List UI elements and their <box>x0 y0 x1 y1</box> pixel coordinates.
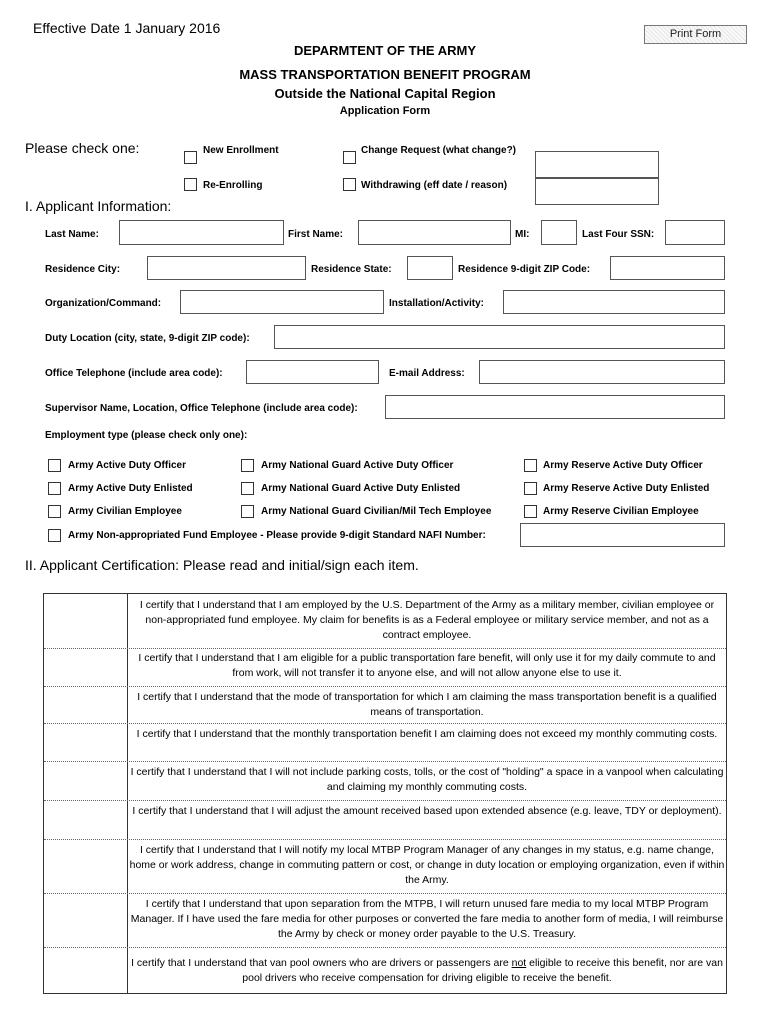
cert-item-1: I certify that I understand that I am employed by the U.S. Department of the Army as a military member, civilian employee or non-appropriated fund employee. My claim for benefits is as a Federal employee or military service member, and not as a contract employee. <box>139 599 715 641</box>
section-2-title: II. Applicant Certification: Please read and initial/sign each item. <box>25 557 419 573</box>
emp-naf-checkbox[interactable] <box>48 529 61 542</box>
email-label: E-mail Address: <box>389 368 465 379</box>
emp-reserve-civilian-checkbox[interactable] <box>524 505 537 518</box>
emp-ng-civilian-checkbox[interactable] <box>241 505 254 518</box>
emp-ng-ad-enlisted-checkbox[interactable] <box>241 482 254 495</box>
employment-type-label: Employment type (please check only one): <box>45 430 248 441</box>
print-form-button[interactable]: Print Form <box>644 25 747 44</box>
emp-reserve-civilian-label: Army Reserve Civilian Employee <box>543 506 699 517</box>
emp-army-ad-enlisted-label: Army Active Duty Enlisted <box>68 483 193 494</box>
residence-state-input[interactable] <box>407 256 453 280</box>
agency-title: DEPARMTENT OF THE ARMY <box>294 43 476 58</box>
duty-location-label: Duty Location (city, state, 9-digit ZIP code): <box>45 333 250 344</box>
region-title: Outside the National Capital Region <box>274 86 496 101</box>
first-name-input[interactable] <box>358 220 511 245</box>
installation-input[interactable] <box>503 290 725 314</box>
cert-item-2: I certify that I understand that I am eligible for a public transportation fare benefit, will only use it for my daily commute to and from work, will not transfer it to anyone else, and will not allow anyone else to use it. <box>138 652 716 679</box>
emp-reserve-ad-enlisted-checkbox[interactable] <box>524 482 537 495</box>
section-1-title: I. Applicant Information: <box>25 198 172 214</box>
ssn-label: Last Four SSN: <box>582 229 655 240</box>
emp-army-ad-officer-checkbox[interactable] <box>48 459 61 472</box>
office-phone-label: Office Telephone (include area code): <box>45 368 223 379</box>
installation-label: Installation/Activity: <box>389 298 485 309</box>
check-one-prompt: Please check one: <box>25 140 140 156</box>
nafi-number-input[interactable] <box>520 523 725 547</box>
emp-reserve-ad-enlisted-label: Army Reserve Active Duty Enlisted <box>543 483 710 494</box>
emp-ng-ad-officer-label: Army National Guard Active Duty Officer <box>261 460 454 471</box>
cert-item-8: I certify that I understand that upon separation from the MTPB, I will return unused fare media to my local MTBP Program Manager. If I have used the fare media for other purposes or converted the fare media to another form of media, I will reimburse the Army by check or money order payable to the U.S. Treasury. <box>130 898 724 940</box>
re-enrolling-checkbox[interactable] <box>184 178 197 191</box>
new-enrollment-checkbox[interactable] <box>184 151 197 164</box>
residence-state-label: Residence State: <box>311 264 392 275</box>
mi-label: MI: <box>515 229 530 240</box>
residence-zip-input[interactable] <box>610 256 725 280</box>
last-name-input[interactable] <box>119 220 284 245</box>
emp-army-ad-enlisted-checkbox[interactable] <box>48 482 61 495</box>
cert-item-7: I certify that I understand that I will notify my local MTBP Program Manager of any changes in my status, e.g. name change, home or work address, change in commuting pattern or cost, or change in duty location or employing organization, even if within the Army. <box>129 844 725 886</box>
withdrawing-input[interactable] <box>535 178 659 205</box>
first-name-label: First Name: <box>288 229 344 240</box>
residence-city-label: Residence City: <box>45 264 121 275</box>
office-phone-input[interactable] <box>246 360 379 384</box>
emp-ng-ad-enlisted-label: Army National Guard Active Duty Enlisted <box>261 483 461 494</box>
emp-ng-civilian-label: Army National Guard Civilian/Mil Tech Employee <box>261 506 492 517</box>
cert-item-9: I certify that I understand that van pool owners who are drivers or passengers are not eligible to receive this benefit, nor are van pool drivers who receive compensation for driving eligible to receive the benefit. <box>131 957 723 984</box>
mi-input[interactable] <box>541 220 577 245</box>
emp-army-civilian-checkbox[interactable] <box>48 505 61 518</box>
withdrawing-checkbox[interactable] <box>343 178 356 191</box>
email-input[interactable] <box>479 360 725 384</box>
emp-naf-label: Army Non-appropriated Fund Employee - Please provide 9-digit Standard NAFI Number: <box>68 530 486 541</box>
emp-army-civilian-label: Army Civilian Employee <box>68 506 182 517</box>
effective-date: Effective Date 1 January 2016 <box>33 20 221 36</box>
change-request-input[interactable] <box>535 151 659 178</box>
emp-ng-ad-officer-checkbox[interactable] <box>241 459 254 472</box>
last-name-label: Last Name: <box>45 229 99 240</box>
change-request-checkbox[interactable] <box>343 151 356 164</box>
residence-zip-label: Residence 9-digit ZIP Code: <box>458 264 591 275</box>
organization-label: Organization/Command: <box>45 298 162 309</box>
change-request-label: Change Request (what change?) <box>361 145 517 156</box>
cert-item-3: I certify that I understand that the mode of transportation for which I am claiming the mass transportation benefit is a qualified means of transportation. <box>137 691 717 718</box>
form-title: Application Form <box>339 105 431 117</box>
organization-input[interactable] <box>180 290 384 314</box>
supervisor-input[interactable] <box>385 395 725 419</box>
cert-item-5: I certify that I understand that I will not include parking costs, tolls, or the cost of "holding" a space in a vanpool when calculating and claiming my monthly commuting costs. <box>130 766 724 793</box>
emp-reserve-ad-officer-label: Army Reserve Active Duty Officer <box>543 460 703 471</box>
re-enrolling-label: Re-Enrolling <box>203 180 263 191</box>
supervisor-label: Supervisor Name, Location, Office Telephone (include area code): <box>45 403 358 414</box>
cert-item-4: I certify that I understand that the monthly transportation benefit I am claiming does not exceed my monthly commuting costs. <box>136 728 718 740</box>
ssn-input[interactable] <box>665 220 725 245</box>
emp-reserve-ad-officer-checkbox[interactable] <box>524 459 537 472</box>
residence-city-input[interactable] <box>147 256 306 280</box>
program-title: MASS TRANSPORTATION BENEFIT PROGRAM <box>239 67 531 82</box>
duty-location-input[interactable] <box>274 325 725 349</box>
withdrawing-label: Withdrawing (eff date / reason) <box>361 180 508 191</box>
certification-table <box>43 593 727 994</box>
cert-item-6: I certify that I understand that I will adjust the amount received based upon extended absence (e.g. leave, TDY or deployment). <box>132 805 722 817</box>
emp-army-ad-officer-label: Army Active Duty Officer <box>68 460 186 471</box>
new-enrollment-label: New Enrollment <box>203 145 279 156</box>
